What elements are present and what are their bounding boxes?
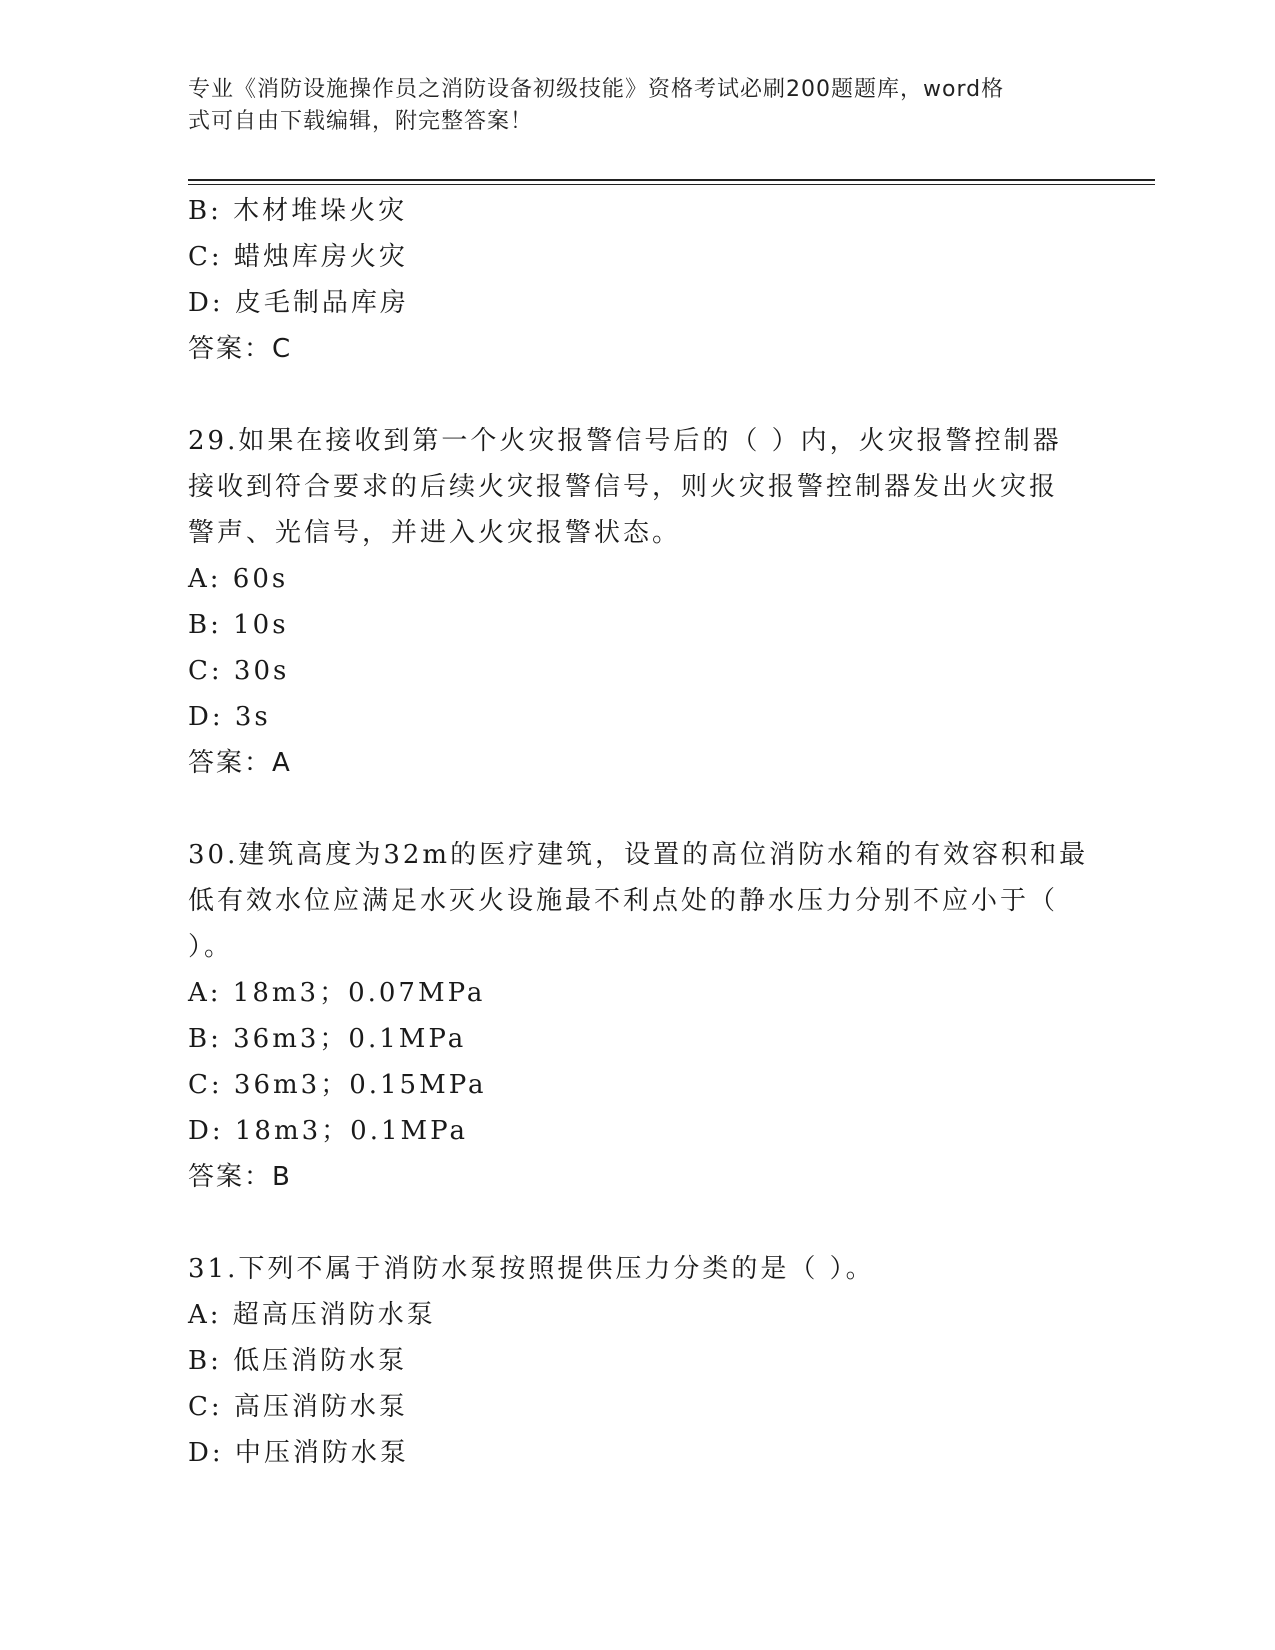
answer-line: 答案：B (188, 1162, 292, 1192)
option-b: B: 低压消防水泵 (188, 1346, 408, 1376)
option-a: A: 60s (188, 564, 289, 594)
option-c: C: 高压消防水泵 (188, 1392, 408, 1422)
spacer (188, 372, 1088, 418)
question-text-line: 30.建筑高度为32m的医疗建筑，设置的高位消防水箱的有效容积和最 (188, 840, 1089, 870)
option-c: C: 蜡烛库房火灾 (188, 242, 408, 272)
answer-line: 答案：A (188, 748, 292, 778)
header-line-2: 式可自由下载编辑，附完整答案！ (188, 109, 534, 134)
option-b: B: 木材堆垛火灾 (188, 196, 408, 226)
question-30 (188, 832, 1088, 1200)
question-text-line: 29.如果在接收到第一个火灾报警信号后的（ ）内，火灾报警控制器 (188, 426, 1062, 456)
question-text-line: ）。 (188, 932, 234, 962)
option-a: A: 超高压消防水泵 (188, 1300, 436, 1330)
question-text-line: 接收到符合要求的后续火灾报警信号，则火灾报警控制器发出火灾报 (188, 472, 1059, 502)
question-content (188, 188, 1088, 1476)
answer-line: 答案：C (188, 334, 293, 364)
header-rule-thick (188, 179, 1155, 181)
spacer (188, 1200, 1088, 1246)
option-c: C: 36m3；0.15MPa (188, 1070, 487, 1100)
option-b: B: 36m3；0.1MPa (188, 1024, 467, 1054)
document-header (188, 74, 1068, 138)
question-29 (188, 418, 1088, 786)
question-text-line: 低有效水位应满足水灭火设施最不利点处的静水压力分别不应小于（ (188, 886, 1059, 916)
option-a: A: 18m3；0.07MPa (188, 978, 486, 1008)
option-c: C: 30s (188, 656, 290, 686)
header-rule-thin (188, 184, 1155, 185)
question-text-line: 31.下列不属于消防水泵按照提供压力分类的是（ ）。 (188, 1254, 875, 1284)
option-d: D: 18m3；0.1MPa (188, 1116, 468, 1146)
option-d: D: 3s (188, 702, 271, 732)
question-31 (188, 1246, 1088, 1476)
option-b: B: 10s (188, 610, 289, 640)
option-d: D: 中压消防水泵 (188, 1438, 409, 1468)
option-d: D: 皮毛制品库房 (188, 288, 409, 318)
spacer (188, 786, 1088, 832)
question-text-line: 警声、光信号，并进入火灾报警状态。 (188, 518, 682, 548)
question-28-tail (188, 188, 1088, 372)
header-line-1: 专业《消防设施操作员之消防设备初级技能》资格考试必刷200题题库，word格 (188, 77, 1005, 102)
